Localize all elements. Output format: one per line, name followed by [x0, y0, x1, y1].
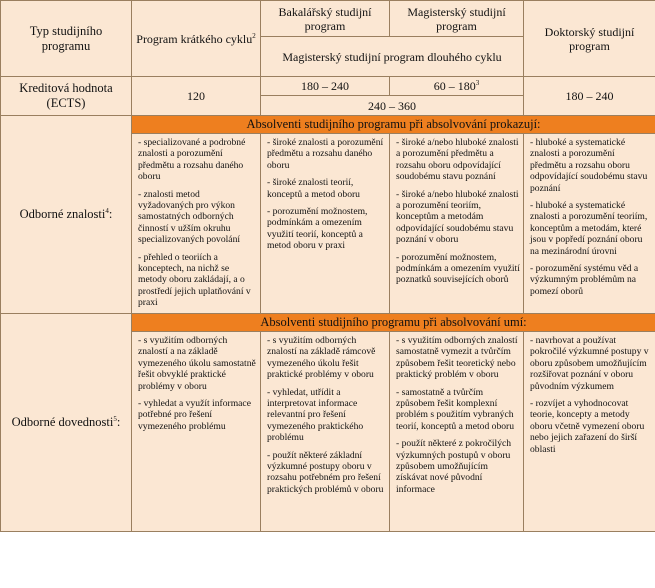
knowledge-label-footnote: 4 — [105, 206, 109, 215]
credits-short — [132, 77, 261, 116]
list-item: - široké a/nebo hluboké znalosti a porozumění předmětu a rozsahu oboru odpovídající soudobému stavu poznání — [396, 137, 519, 183]
knowledge-master-cell — [390, 134, 524, 314]
credits-long-cycle-value: 240 – 360 — [368, 98, 416, 113]
credits-long-cycle — [261, 96, 524, 116]
credits-master — [390, 77, 524, 96]
credits-master-value: 60 – 180 — [433, 79, 476, 93]
header-short-cycle-text: Program krátkého cyklu — [136, 31, 253, 46]
credits-label — [1, 77, 132, 116]
knowledge-short-cell — [132, 134, 261, 314]
credits-bachelor — [261, 77, 390, 96]
list-item: - porozumění možnostem, podmínkám a omezením využití teorií, konceptů a metod oboru v praxi — [267, 206, 368, 252]
credits-doctoral-value: 180 – 240 — [565, 89, 614, 103]
credits-master-footnote: 3 — [475, 79, 480, 87]
skills-band — [132, 314, 655, 332]
credits-bachelor-value: 180 – 240 — [301, 79, 349, 93]
knowledge-doctoral-cell — [524, 134, 655, 314]
knowledge-row-label — [1, 116, 132, 314]
list-item: - s využitím odborných znalostí samostatně vymezit a tvůrčím způsobem řešit teoretický nebo praktický problém v oboru — [396, 335, 518, 381]
header-program-type — [1, 1, 132, 77]
skills-label-colon: : — [116, 415, 121, 429]
header-doctoral — [524, 1, 655, 77]
list-item: - navrhovat a používat pokročilé výzkumné postupy v oboru způsobem umožňujícím rozšiřovat poznání v oboru původním výzkumem — [530, 335, 649, 392]
header-doctoral-text: Doktorský studijní program — [544, 24, 635, 53]
knowledge-band-text: Absolventi studijního programu při absolvování prokazují: — [246, 117, 541, 131]
list-item: - rozvíjet a vyhodnocovat teorie, koncepty a metody oboru včetně vymezení oboru nebo jejich zařazení do širší oblasti — [530, 398, 645, 455]
list-item: - použít některé z pokročilých výzkumných postupů v oboru způsobem umožňujícím získávat nové původní informace — [396, 438, 512, 495]
credits-doctoral — [524, 77, 655, 116]
list-item: - přehled o teoriích a konceptech, na nichž se metody oboru zakládají, a o prostředí jejich uplatňování v praxi — [138, 251, 251, 309]
skills-label-footnote: 5 — [113, 414, 117, 423]
credits-label-text: Kreditová hodnota (ECTS) — [19, 81, 113, 110]
skills-band-text: Absolventi studijního programu při absolvování umí: — [260, 315, 527, 329]
list-item: - znalosti metod vyžadovaných pro výkon samostatných odborných činností v užším okruhu specializovaných povolání — [138, 188, 241, 246]
list-item: - s využitím odborných znalostí na základě rámcově vymezeného úkolu řešit praktické problémy v oboru — [267, 335, 376, 381]
header-master-text: Magisterský studijní program — [407, 4, 506, 33]
list-item: - vyhledat a využít informace potřebné pro řešení vymezeného problému — [138, 398, 251, 432]
list-item: - široké znalosti teorií, konceptů a metod oboru — [267, 177, 360, 200]
knowledge-band — [132, 116, 655, 134]
list-item: - hluboké a systematické znalosti a porozumění teoriím, konceptům a metodám, které jsou v popředí poznání oboru na mezinárodní úrovni — [530, 200, 648, 257]
knowledge-label-text: Odborné znalosti — [19, 207, 106, 221]
skills-doctoral-cell — [524, 332, 655, 532]
list-item: - specializované a podrobné znalosti a porozumění předmětu a rozsahu daného oboru — [138, 137, 246, 183]
header-long-cycle-text: Magisterský studijní program dlouhého cyklu — [282, 49, 502, 64]
list-item: - široké znalosti a porozumění předmětu a rozsahu daného oboru — [267, 137, 384, 171]
skills-label-text: Odborné dovednosti — [11, 415, 114, 429]
list-item: - vyhledat, utřídit a interpretovat informace relevantní pro řešení vymezeného praktického problému — [267, 386, 364, 444]
header-short-cycle-footnote: 2 — [252, 31, 256, 40]
header-bachelor-text: Bakalářský studijní program — [278, 4, 372, 33]
skills-master-cell — [390, 332, 524, 532]
skills-bachelor-cell — [261, 332, 390, 532]
list-item: - porozumění možnostem, podmínkám a omezením využití poznatků souvisejících oborů — [396, 251, 520, 286]
list-item: - hluboké a systematické znalosti a porozumění předmětu a rozsahu oboru odpovídající soudobému stavu poznání — [530, 137, 648, 194]
list-item: - široké a/nebo hluboké znalosti a porozumění teoriím, konceptům a metodám odpovídající soudobému stavu poznání v oboru — [396, 188, 519, 246]
header-master — [390, 1, 524, 37]
credits-short-value: 120 — [187, 89, 205, 103]
list-item: - porozumění systému věd a výzkumným problémům na pomezí oborů — [530, 263, 639, 297]
list-item: - samostatně a tvůrčím způsobem řešit komplexní problém s použitím vybraných teorií, konceptů a metod oboru — [396, 386, 515, 432]
knowledge-bachelor-cell — [261, 134, 390, 314]
knowledge-label-colon: : — [108, 207, 113, 221]
header-bachelor — [261, 1, 390, 37]
header-long-cycle — [261, 37, 524, 77]
skills-row-label — [1, 314, 132, 532]
header-short-cycle — [132, 1, 261, 77]
header-program-type-text: Typ studijního programu — [29, 23, 103, 53]
list-item: - použít některé základní výzkumné postupy oboru v rozsahu potřebném pro řešení praktických problémů v oboru — [267, 449, 384, 495]
list-item: - s využitím odborných znalostí a na základě vymezeného úkolu samostatně řešit obvyklé praktické problémy v oboru — [138, 335, 256, 392]
skills-short-cell — [132, 332, 261, 532]
